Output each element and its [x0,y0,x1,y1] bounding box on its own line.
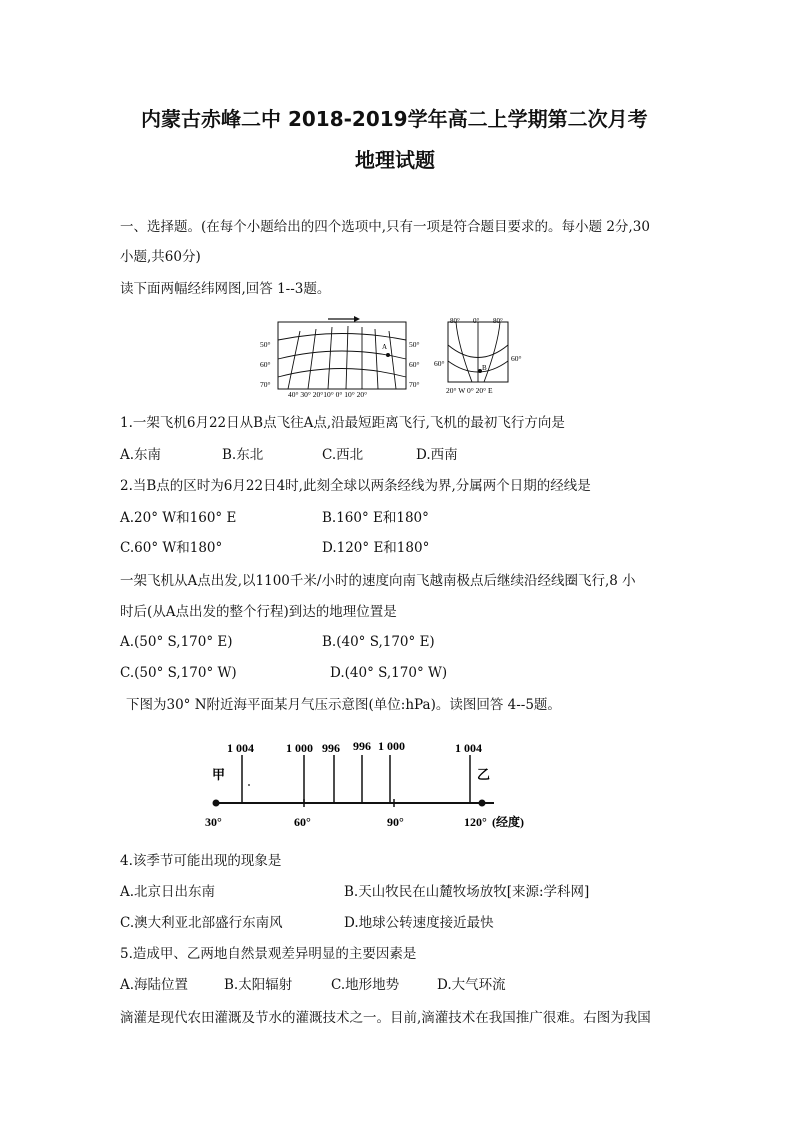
q1-option-d: D.西南 [416,447,458,463]
page-title: 内蒙古赤峰二中 2018-2019学年高二上学期第二次月考 [141,107,648,131]
question-intro: 读下面两幅经纬网图,回答 1--3题。 [120,281,331,297]
isobar-label: 996 [353,739,371,753]
axis-unit-label: (经度) [492,815,524,829]
q3-option-a: A.(50° S,170° E) [120,634,233,650]
pressure-chart [196,733,546,833]
q4-option-c: C.澳大利亚北部盛行东南风 [120,915,283,931]
isobar-label: 1 000 [286,741,313,755]
svg-text:80°: 80° [450,317,460,325]
q3-option-c: C.(50° S,170° W) [120,665,237,681]
svg-text:50°: 50° [260,340,271,349]
svg-text:20° W 0° 20° E: 20° W 0° 20° E [446,386,493,395]
place-jia-label: 甲 [212,767,226,782]
question-intro-4-5: 下图为30° N附近海平面某月气压示意图(单位:hPa)。读图回答 4--5题。 [126,697,561,713]
q4-option-a: A.北京日出东南 [120,884,216,900]
q5-option-b: B.太阳辐射 [224,977,293,993]
isobar-label: 1 000 [378,739,405,753]
q3-option-d: D.(40° S,170° W) [330,665,448,681]
axis-tick-label: 90° [387,815,404,829]
axis-tick-label: 60° [294,815,311,829]
svg-text:60°: 60° [260,360,271,369]
svg-text:60°: 60° [434,359,445,368]
q3-option-b: B.(40° S,170° E) [322,634,435,650]
q4-option-d: D.地球公转速度接近最快 [344,915,494,931]
q1-option-a: A.东南 [120,447,162,463]
q2-option-b: B.160° E和180° [322,510,429,526]
svg-text:40° 30° 20°10° 0° 10° 20°: 40° 30° 20°10° 0° 10° 20° [288,390,368,399]
q2-option-d: D.120° E和180° [322,540,430,556]
place-yi-label: 乙 [477,767,491,782]
svg-text:60°: 60° [511,354,522,363]
svg-text:80°: 80° [493,317,503,325]
svg-text:70°: 70° [409,380,420,389]
q5-option-a: A.海陆位置 [120,977,189,993]
q4-option-b: B.天山牧民在山麓牧场放牧[来源:学科网] [344,884,590,900]
isobar-label: 1 004 [227,741,254,755]
svg-text:70°: 70° [260,380,271,389]
q1-option-c: C.西北 [322,447,364,463]
axis-tick-label: 120° [464,815,487,829]
svg-text:0°: 0° [473,317,480,325]
q1-option-b: B.东北 [222,447,264,463]
q2-option-a: A.20° W和160° E [120,510,237,526]
svg-text:60°: 60° [409,360,420,369]
q2-option-c: C.60° W和180° [120,540,223,556]
q5-option-d: D.大气环流 [437,977,506,993]
svg-text:50°: 50° [409,340,420,349]
graticule-maps-figure [258,315,528,400]
isobar-label: 996 [322,741,340,755]
question-5: 5.造成甲、乙两地自然景观差异明显的主要因素是 [120,946,417,962]
axis-tick-label: 30° [205,815,222,829]
section-heading: 一、选择题。(在每个小题给出的四个选项中,只有一项是符合题目要求的。每小题 2分,30 [120,219,650,235]
question-2: 2.当B点的区时为6月22日4时,此刻全球以两条经线为界,分属两个日期的经线是 [120,478,591,494]
q5-option-c: C.地形地势 [331,977,400,993]
question-3: 一架飞机从A点出发,以1100千米/小时的速度向南飞越南极点后继续沿经线圈飞行,8 小 [120,573,636,589]
point-a-label: A [382,343,388,351]
page-subtitle: 地理试题 [355,148,435,172]
question-1: 1.一架飞机6月22日从B点飞往A点,沿最短距离飞行,飞机的最初飞行方向是 [120,415,565,431]
point-a-marker [386,353,390,357]
isobar-label: 1 004 [455,741,482,755]
question-3-cont: 时后(从A点出发的整个行程)到达的地理位置是 [120,604,397,620]
point-b-label: B [482,364,487,372]
question-4: 4.该季节可能出现的现象是 [120,853,282,869]
question-intro-drip: 滴灌是现代农田灌溉及节水的灌溉技术之一。目前,滴灌技术在我国推广很难。右图为我国 [120,1010,651,1026]
section-heading-cont: 小题,共60分) [120,249,201,265]
